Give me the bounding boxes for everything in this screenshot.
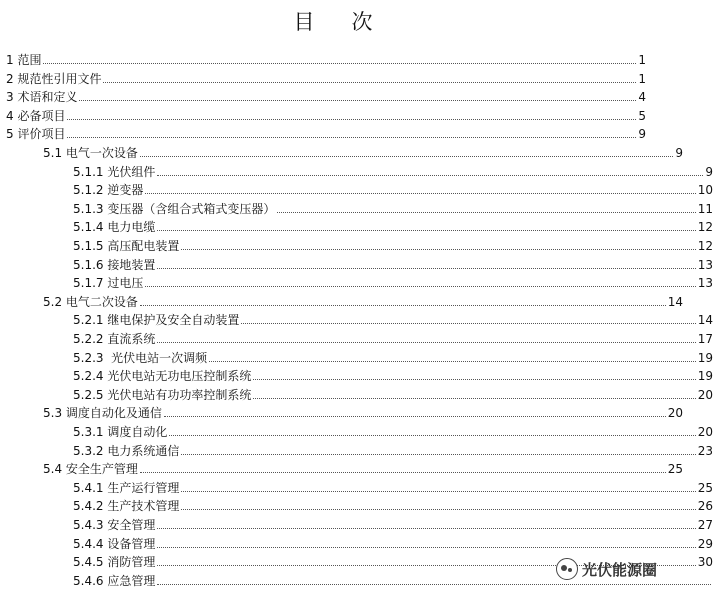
toc-leader-dots xyxy=(157,230,695,231)
toc-entry-page: 23 xyxy=(697,443,713,458)
toc-entry[interactable] xyxy=(0,514,713,532)
toc-leader-dots xyxy=(157,547,695,548)
toc-entry-label: 5.4.3 安全管理 xyxy=(73,518,156,532)
toc-title xyxy=(0,6,667,36)
toc-leader-dots xyxy=(277,212,695,213)
toc-leader-dots xyxy=(145,286,695,287)
toc-entry[interactable] xyxy=(0,105,646,123)
watermark xyxy=(556,558,657,580)
toc-leader-dots xyxy=(181,249,695,250)
toc-entry[interactable] xyxy=(0,365,713,383)
toc-entry[interactable] xyxy=(0,272,713,290)
toc-entry-page: 9 xyxy=(705,164,713,179)
toc-entry[interactable] xyxy=(0,49,646,67)
toc-entry-label: 5.4.2 生产技术管理 xyxy=(73,499,180,514)
toc-entry[interactable] xyxy=(0,477,713,495)
toc-leader-dots xyxy=(145,193,695,194)
toc-entry-page: 26 xyxy=(697,499,713,514)
toc-leader-dots xyxy=(67,119,636,120)
toc-entry-label: 5.4.6 应急管理 xyxy=(73,573,156,588)
toc-entry-page: 29 xyxy=(697,536,713,551)
toc-entry-page: 4 xyxy=(638,90,646,105)
toc-entry-label: 5.2.3 光伏电站一次调频 xyxy=(73,350,208,365)
toc-leader-dots xyxy=(140,156,673,157)
toc-entry-label: 5.2.1 继电保护及安全自动装置 xyxy=(73,313,240,328)
toc-entry[interactable] xyxy=(0,309,713,327)
toc-entry-page: 20 xyxy=(697,425,713,439)
toc-entry[interactable] xyxy=(0,142,683,160)
toc-leader-dots xyxy=(140,305,666,306)
toc-entry-label: 5.1.2 逆变器 xyxy=(73,183,144,198)
toc-entry-label: 5.4 安全生产管理 xyxy=(43,462,138,477)
toc-entry-label: 5.1.1 光伏组件 xyxy=(73,164,156,179)
toc-entry[interactable] xyxy=(0,328,713,346)
toc-entry[interactable] xyxy=(0,235,713,253)
toc-entry-page: 12 xyxy=(697,220,713,235)
toc-leader-dots xyxy=(241,323,695,324)
toc-entry[interactable] xyxy=(0,291,683,309)
toc-entry-label: 4 必备项目 xyxy=(6,108,66,123)
toc-entry-page: 1 xyxy=(638,71,646,86)
toc-leader-dots xyxy=(169,435,695,436)
toc-entry[interactable] xyxy=(0,495,713,513)
toc-entry[interactable] xyxy=(0,402,683,420)
toc-leader-dots xyxy=(164,416,666,417)
toc-entry-page: 13 xyxy=(697,257,713,272)
toc-leader-dots xyxy=(181,491,695,492)
toc-leader-dots xyxy=(103,82,636,83)
toc-entry-page: 27 xyxy=(697,518,713,532)
toc-leader-dots xyxy=(157,268,695,269)
toc-leader-dots xyxy=(157,584,711,585)
toc-entry[interactable] xyxy=(0,421,713,439)
toc-entry-page: 20 xyxy=(697,387,713,402)
toc-leader-dots xyxy=(157,528,695,529)
toc-entry-label: 5.1.6 接地装置 xyxy=(73,257,156,272)
toc-entry-label: 5.3 调度自动化及通信 xyxy=(43,406,162,421)
wechat-logo-icon xyxy=(556,558,578,580)
toc-leader-dots xyxy=(209,361,696,362)
toc-leader-dots xyxy=(157,342,695,343)
toc-leader-dots xyxy=(181,509,695,510)
toc-entry-page: 10 xyxy=(697,183,713,198)
toc-entry-page: 20 xyxy=(667,406,683,421)
toc-entry[interactable] xyxy=(0,440,713,458)
toc-leader-dots xyxy=(253,398,695,399)
toc-entry-page: 19 xyxy=(697,350,713,365)
toc-leader-dots xyxy=(181,454,695,455)
toc-entry[interactable] xyxy=(0,384,713,402)
toc-entry[interactable] xyxy=(0,533,713,551)
toc-leader-dots xyxy=(253,379,695,380)
toc-entry-label: 3 术语和定义 xyxy=(6,90,78,105)
toc-entry[interactable] xyxy=(0,86,646,104)
toc-entry-page: 19 xyxy=(697,369,713,384)
toc-entry-label: 5.2.2 直流系统 xyxy=(73,332,156,346)
toc-entry-page: 5 xyxy=(638,108,646,123)
toc-entry-page: 9 xyxy=(638,127,646,142)
toc-entry-page: 25 xyxy=(697,480,713,495)
toc-entry-label: 5.1.5 高压配电装置 xyxy=(73,239,180,253)
toc-entry-label: 5.3.1 调度自动化 xyxy=(73,425,168,439)
toc-title-char-2: 次 xyxy=(351,10,374,34)
toc-entry-page: 13 xyxy=(697,276,713,291)
toc-title-char-1: 目 xyxy=(293,10,316,34)
toc-entry-label: 1 范围 xyxy=(6,53,42,67)
toc-entry[interactable] xyxy=(0,123,646,141)
toc-leader-dots xyxy=(79,100,636,101)
toc-entry-label: 5.1.7 过电压 xyxy=(73,276,144,291)
toc-entry-label: 5.4.1 生产运行管理 xyxy=(73,480,180,495)
toc-entry-page: 25 xyxy=(667,462,683,477)
toc-entry-label: 5.4.4 设备管理 xyxy=(73,536,156,551)
toc-entry-label: 5.3.2 电力系统通信 xyxy=(73,443,180,458)
toc-entry-label: 5.1.3 变压器（含组合式箱式变压器） xyxy=(73,201,276,216)
toc-entry-label: 5 评价项目 xyxy=(6,127,66,142)
toc-entry[interactable] xyxy=(0,458,683,476)
toc-entry-label: 5.1 电气一次设备 xyxy=(43,146,138,160)
toc-entry-page: 17 xyxy=(697,332,713,346)
toc-entry-label: 5.4.5 消防管理 xyxy=(73,555,156,570)
toc-entry-page: 14 xyxy=(667,294,683,309)
toc-entry[interactable] xyxy=(0,68,646,86)
toc-leader-dots xyxy=(43,63,636,64)
toc-leader-dots xyxy=(140,472,666,473)
toc-entry-page: 11 xyxy=(697,201,713,216)
toc-entry-label: 2 规范性引用文件 xyxy=(6,71,102,86)
toc-entry-label: 5.1.4 电力电缆 xyxy=(73,220,156,235)
toc-entry-page: 12 xyxy=(697,239,713,253)
toc-entry[interactable] xyxy=(0,179,713,197)
toc-entry-label: 5.2 电气二次设备 xyxy=(43,294,138,309)
toc-entry-page: 30 xyxy=(697,555,713,570)
watermark-text: 光伏能源圈 xyxy=(581,560,657,579)
toc-entry[interactable] xyxy=(0,198,713,216)
toc-entry[interactable] xyxy=(0,161,713,179)
toc-entry-label: 5.2.5 光伏电站有功功率控制系统 xyxy=(73,387,252,402)
toc-leader-dots xyxy=(67,137,636,138)
toc-entry-page: 14 xyxy=(697,313,713,328)
toc-entry[interactable] xyxy=(0,254,713,272)
toc-entry[interactable] xyxy=(0,216,713,234)
toc-entry[interactable] xyxy=(0,347,713,365)
toc-entry-page: 1 xyxy=(638,53,646,67)
toc-entry-label: 5.2.4 光伏电站无功电压控制系统 xyxy=(73,369,252,384)
toc-leader-dots xyxy=(157,175,703,176)
toc-entry-page: 9 xyxy=(675,146,683,160)
